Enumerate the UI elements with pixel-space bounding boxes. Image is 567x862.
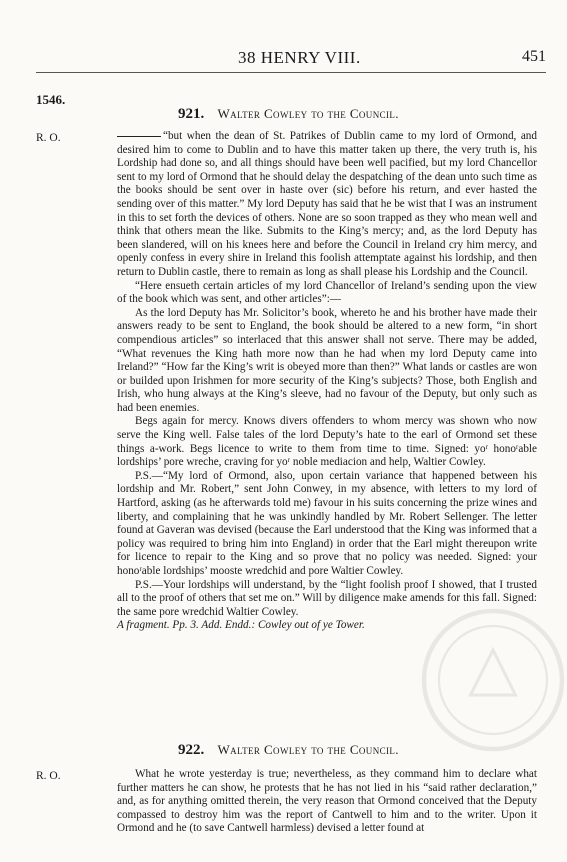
entry-number: 921. [178,106,205,122]
entry-heading-922 [178,742,399,759]
omission-dash [117,136,161,137]
page-number: 451 [522,48,546,65]
running-title: 38 HENRY VIII. [238,48,361,67]
paragraph: “but when the dean of St. Patrikes of Dublin came to my lord of Ormond, and desired him to come to Dublin and to have this matter taken up there, the very truth is, his Lordship had done so, and all things should have been well pacified, but my lord Chancellor sent to my lord of Ormond that he should delay the despatching of the dean unto such time as the books should be sent over in haste over (sic) before his return, and ever hasted the sending over of this matter.” My lord Deputy has said that he be wist that I was an instrument in this to set forth the devices of others. None are so soon trapped as they who mean well and think that others mean the like. Submits to the King’s mercy; and, as the lord Deputy has been slandered, will on his knees here and before the Council in Ireland cry him mercy, and openly confess in every shire in Ireland this foolish attemptate against his lordship, and then return to Dublin castle, there to remain as long as shall please his Lordship and the Council. [117,130,537,278]
header-rule [36,72,546,73]
paragraph: As the lord Deputy has Mr. Solicitor’s book, whereto he and his brother have made their answers ready to be sent to England, the book should be altered to a new form, “in short compendious articles” so interlaced that this answer shall not serve. There may be added, “What revenues the King hath more now than he had when my lord Deputy came into Ireland?” “How far the King’s writ is obeyed more than then?” What lands or castles are won or builded upon Irishmen for more security of the King’s subjects? Those, both English and Irish, who hung always at the King’s sleeve, had no favour of the Deputy, but only such as had been enemies. [117,306,537,414]
entry-title: Walter Cowley to the Council. [217,106,399,121]
paragraph: Begs again for mercy. Knows divers offenders to whom mercy was shown who now serve the King well. False tales of the lord Deputy’s hate to the earl of Ormond set these things a-work. Begs licence to write to them from time to time. Signed: yoʳ honoʳable lordships’ pore wreche, craving for yoʳ noble mediacion and help, Waltier Cowley. [117,415,537,469]
entry-body-921 [117,130,537,633]
year-marker: 1546. [36,92,66,107]
entry-heading-921 [178,106,399,123]
paragraph: P.S.—“My lord of Ormond, also, upon certain variance that happened between his lordship and Mr. Robert,” sent John Conwey, in my absence, with letters to my lord of Hartford, asking (as he afterwards told me) favour in his suits concerning the prize wines and liberty, and complaining that he was unkindly handled by Mr. Robert Sellenger. The letter found at Gaveran was devised (because the Earl understood that the King was informed that a policy was required to bring him into England) in order that the Earl might thereupon write for licence to repair to the King and so prove that no policy was needed. Signed: your honoʳable lordships’ mooste wredchid and pore Waltier Cowley. [117,469,537,577]
paragraph: P.S.—Your lordships will understand, by the “light foolish proof I showed, that I trusted all to the proof of others that set me on.” Will by diligence make amends for this fall. Signed: the same pore wredchid Waltier Cowley. [117,578,537,618]
entry-title: Walter Cowley to the Council. [217,742,399,757]
source-marker: R. O. [36,132,61,144]
entry-body-922 [117,768,537,836]
paragraph: What he wrote yesterday is true; nevertheless, as they command him to declare what further matters he can show, he protests that he has not lied in his “said rather declaration,” and, as for anything omitted therein, the very reason that Ormond conceived that the Deputy compassed to destroy him was the report of Cantwell to him and to the writer. Upon it Ormond and he (to save Cantwell harmless) devised a letter found at [117,768,537,835]
document-description: A fragment. Pp. 3. Add. Endd.: Cowley out of ye Tower. [117,619,365,632]
entry-number: 922. [178,742,205,758]
paragraph: “Here ensueth certain articles of my lord Chancellor of Ireland’s sending upon the view of the book which was sent, and other articles”:— [117,279,537,306]
source-marker: R. O. [36,770,61,782]
